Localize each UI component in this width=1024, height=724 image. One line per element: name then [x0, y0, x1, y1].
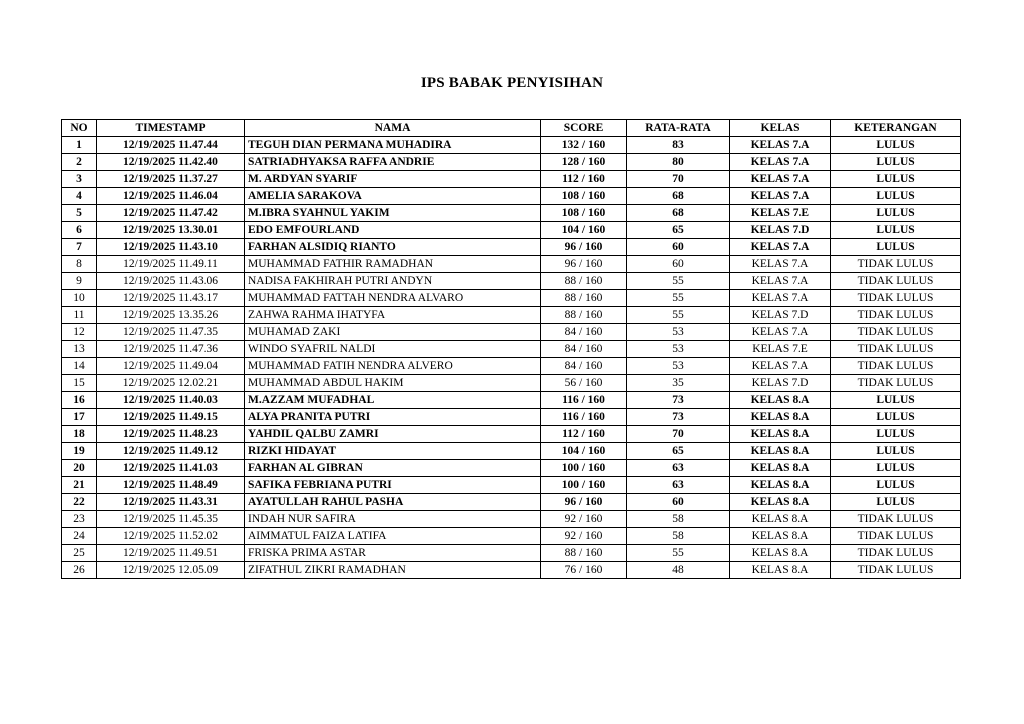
cell-rata-rata: 68	[627, 188, 730, 205]
cell-nama: TEGUH DIAN PERMANA MUHADIRA	[245, 137, 541, 154]
cell-timestamp: 12/19/2025 11.43.06	[97, 273, 245, 290]
cell-kelas: KELAS 7.E	[730, 341, 831, 358]
cell-no: 9	[62, 273, 97, 290]
cell-score: 100 / 160	[541, 477, 627, 494]
header-no: NO	[62, 120, 97, 137]
cell-rata-rata: 63	[627, 460, 730, 477]
cell-no: 12	[62, 324, 97, 341]
cell-no: 7	[62, 239, 97, 256]
cell-nama: ZAHWA RAHMA IHATYFA	[245, 307, 541, 324]
cell-nama: AYATULLAH RAHUL PASHA	[245, 494, 541, 511]
cell-rata-rata: 65	[627, 443, 730, 460]
cell-keterangan: LULUS	[831, 154, 961, 171]
table-row	[62, 375, 961, 392]
cell-timestamp: 12/19/2025 11.42.40	[97, 154, 245, 171]
cell-no: 15	[62, 375, 97, 392]
cell-nama: YAHDIL QALBU ZAMRI	[245, 426, 541, 443]
table-row	[62, 392, 961, 409]
table-row	[62, 222, 961, 239]
cell-score: 116 / 160	[541, 392, 627, 409]
cell-score: 132 / 160	[541, 137, 627, 154]
table-row	[62, 256, 961, 273]
cell-nama: MUHAMAD ZAKI	[245, 324, 541, 341]
cell-timestamp: 12/19/2025 12.05.09	[97, 562, 245, 579]
cell-no: 22	[62, 494, 97, 511]
cell-no: 21	[62, 477, 97, 494]
cell-kelas: KELAS 7.A	[730, 324, 831, 341]
cell-nama: SAFIKA FEBRIANA PUTRI	[245, 477, 541, 494]
cell-score: 108 / 160	[541, 205, 627, 222]
cell-kelas: KELAS 8.A	[730, 426, 831, 443]
cell-no: 5	[62, 205, 97, 222]
cell-kelas: KELAS 8.A	[730, 545, 831, 562]
cell-rata-rata: 53	[627, 324, 730, 341]
cell-timestamp: 12/19/2025 11.49.15	[97, 409, 245, 426]
table-body	[62, 137, 961, 579]
cell-kelas: KELAS 7.A	[730, 358, 831, 375]
cell-no: 6	[62, 222, 97, 239]
cell-kelas: KELAS 7.A	[730, 273, 831, 290]
cell-timestamp: 12/19/2025 11.52.02	[97, 528, 245, 545]
cell-no: 4	[62, 188, 97, 205]
cell-keterangan: LULUS	[831, 460, 961, 477]
cell-timestamp: 12/19/2025 11.46.04	[97, 188, 245, 205]
header-nama: NAMA	[245, 120, 541, 137]
cell-score: 96 / 160	[541, 494, 627, 511]
cell-rata-rata: 70	[627, 171, 730, 188]
cell-keterangan: TIDAK LULUS	[831, 341, 961, 358]
cell-score: 104 / 160	[541, 443, 627, 460]
cell-keterangan: TIDAK LULUS	[831, 307, 961, 324]
table-row	[62, 188, 961, 205]
table-row	[62, 273, 961, 290]
cell-no: 25	[62, 545, 97, 562]
cell-timestamp: 12/19/2025 13.30.01	[97, 222, 245, 239]
cell-keterangan: LULUS	[831, 137, 961, 154]
cell-rata-rata: 35	[627, 375, 730, 392]
cell-score: 92 / 160	[541, 528, 627, 545]
cell-keterangan: LULUS	[831, 494, 961, 511]
cell-score: 100 / 160	[541, 460, 627, 477]
header-timestamp: TIMESTAMP	[97, 120, 245, 137]
cell-rata-rata: 70	[627, 426, 730, 443]
cell-keterangan: LULUS	[831, 188, 961, 205]
cell-no: 24	[62, 528, 97, 545]
table-row	[62, 341, 961, 358]
table-row	[62, 290, 961, 307]
cell-kelas: KELAS 7.D	[730, 375, 831, 392]
cell-no: 14	[62, 358, 97, 375]
cell-nama: AIMMATUL FAIZA LATIFA	[245, 528, 541, 545]
table-row	[62, 426, 961, 443]
table-row	[62, 494, 961, 511]
table-row	[62, 137, 961, 154]
cell-kelas: KELAS 7.A	[730, 171, 831, 188]
cell-rata-rata: 60	[627, 256, 730, 273]
table-row	[62, 477, 961, 494]
cell-rata-rata: 58	[627, 511, 730, 528]
cell-rata-rata: 53	[627, 358, 730, 375]
cell-kelas: KELAS 7.A	[730, 188, 831, 205]
cell-nama: MUHAMMAD FATHIR RAMADHAN	[245, 256, 541, 273]
cell-kelas: KELAS 8.A	[730, 562, 831, 579]
cell-timestamp: 12/19/2025 11.40.03	[97, 392, 245, 409]
cell-no: 18	[62, 426, 97, 443]
cell-no: 11	[62, 307, 97, 324]
cell-kelas: KELAS 8.A	[730, 443, 831, 460]
cell-rata-rata: 58	[627, 528, 730, 545]
cell-rata-rata: 68	[627, 205, 730, 222]
cell-kelas: KELAS 8.A	[730, 494, 831, 511]
cell-timestamp: 12/19/2025 11.47.42	[97, 205, 245, 222]
cell-timestamp: 12/19/2025 11.43.31	[97, 494, 245, 511]
cell-score: 84 / 160	[541, 358, 627, 375]
cell-nama: WINDO SYAFRIL NALDI	[245, 341, 541, 358]
cell-score: 128 / 160	[541, 154, 627, 171]
cell-rata-rata: 55	[627, 273, 730, 290]
cell-score: 88 / 160	[541, 273, 627, 290]
cell-keterangan: TIDAK LULUS	[831, 375, 961, 392]
cell-kelas: KELAS 7.E	[730, 205, 831, 222]
cell-score: 116 / 160	[541, 409, 627, 426]
cell-rata-rata: 73	[627, 409, 730, 426]
results-table	[61, 119, 961, 579]
cell-keterangan: LULUS	[831, 409, 961, 426]
cell-keterangan: TIDAK LULUS	[831, 256, 961, 273]
table-row	[62, 409, 961, 426]
cell-no: 1	[62, 137, 97, 154]
cell-kelas: KELAS 8.A	[730, 528, 831, 545]
cell-score: 104 / 160	[541, 222, 627, 239]
table-row	[62, 307, 961, 324]
table-row	[62, 324, 961, 341]
header-kelas: KELAS	[730, 120, 831, 137]
cell-keterangan: LULUS	[831, 392, 961, 409]
cell-rata-rata: 83	[627, 137, 730, 154]
cell-nama: SATRIADHYAKSA RAFFA ANDRIE	[245, 154, 541, 171]
cell-no: 17	[62, 409, 97, 426]
table-row	[62, 511, 961, 528]
cell-kelas: KELAS 8.A	[730, 392, 831, 409]
cell-score: 88 / 160	[541, 545, 627, 562]
cell-nama: RIZKI HIDAYAT	[245, 443, 541, 460]
cell-score: 108 / 160	[541, 188, 627, 205]
table-row	[62, 528, 961, 545]
cell-nama: M.AZZAM MUFADHAL	[245, 392, 541, 409]
document-title: IPS BABAK PENYISIHAN	[420, 75, 604, 91]
cell-keterangan: LULUS	[831, 205, 961, 222]
table-row	[62, 205, 961, 222]
cell-rata-rata: 55	[627, 307, 730, 324]
cell-kelas: KELAS 7.A	[730, 154, 831, 171]
cell-kelas: KELAS 7.A	[730, 137, 831, 154]
cell-rata-rata: 48	[627, 562, 730, 579]
header-keterangan: KETERANGAN	[831, 120, 961, 137]
cell-timestamp: 12/19/2025 11.48.23	[97, 426, 245, 443]
cell-no: 23	[62, 511, 97, 528]
cell-timestamp: 12/19/2025 11.37.27	[97, 171, 245, 188]
cell-kelas: KELAS 7.A	[730, 239, 831, 256]
cell-nama: ALYA PRANITA PUTRI	[245, 409, 541, 426]
cell-keterangan: LULUS	[831, 171, 961, 188]
cell-nama: MUHAMMAD FATIH NENDRA ALVERO	[245, 358, 541, 375]
cell-timestamp: 12/19/2025 11.41.03	[97, 460, 245, 477]
cell-timestamp: 12/19/2025 11.49.11	[97, 256, 245, 273]
cell-keterangan: TIDAK LULUS	[831, 273, 961, 290]
cell-score: 84 / 160	[541, 324, 627, 341]
cell-kelas: KELAS 7.A	[730, 256, 831, 273]
header-row	[62, 120, 961, 137]
cell-rata-rata: 60	[627, 494, 730, 511]
cell-kelas: KELAS 8.A	[730, 460, 831, 477]
cell-kelas: KELAS 8.A	[730, 477, 831, 494]
cell-nama: M.IBRA SYAHNUL YAKIM	[245, 205, 541, 222]
table-row	[62, 239, 961, 256]
cell-score: 112 / 160	[541, 426, 627, 443]
cell-score: 88 / 160	[541, 290, 627, 307]
cell-rata-rata: 63	[627, 477, 730, 494]
cell-timestamp: 12/19/2025 11.47.44	[97, 137, 245, 154]
cell-score: 96 / 160	[541, 239, 627, 256]
cell-no: 20	[62, 460, 97, 477]
cell-score: 76 / 160	[541, 562, 627, 579]
cell-no: 26	[62, 562, 97, 579]
cell-nama: FARHAN AL GIBRAN	[245, 460, 541, 477]
cell-rata-rata: 55	[627, 545, 730, 562]
cell-kelas: KELAS 8.A	[730, 409, 831, 426]
table-row	[62, 460, 961, 477]
cell-score: 92 / 160	[541, 511, 627, 528]
cell-keterangan: LULUS	[831, 443, 961, 460]
cell-keterangan: TIDAK LULUS	[831, 511, 961, 528]
cell-rata-rata: 73	[627, 392, 730, 409]
cell-nama: MUHAMMAD ABDUL HAKIM	[245, 375, 541, 392]
cell-score: 84 / 160	[541, 341, 627, 358]
cell-rata-rata: 80	[627, 154, 730, 171]
cell-nama: AMELIA SARAKOVA	[245, 188, 541, 205]
cell-keterangan: LULUS	[831, 239, 961, 256]
cell-keterangan: TIDAK LULUS	[831, 528, 961, 545]
header-rata-rata: RATA-RATA	[627, 120, 730, 137]
cell-nama: MUHAMMAD FATTAH NENDRA ALVARO	[245, 290, 541, 307]
cell-timestamp: 12/19/2025 11.47.36	[97, 341, 245, 358]
cell-rata-rata: 55	[627, 290, 730, 307]
cell-timestamp: 12/19/2025 11.47.35	[97, 324, 245, 341]
cell-score: 96 / 160	[541, 256, 627, 273]
cell-no: 10	[62, 290, 97, 307]
cell-nama: FARHAN ALSIDIQ RIANTO	[245, 239, 541, 256]
cell-timestamp: 12/19/2025 11.43.17	[97, 290, 245, 307]
cell-rata-rata: 53	[627, 341, 730, 358]
cell-no: 2	[62, 154, 97, 171]
table-row	[62, 358, 961, 375]
cell-keterangan: LULUS	[831, 477, 961, 494]
cell-nama: INDAH NUR SAFIRA	[245, 511, 541, 528]
cell-timestamp: 12/19/2025 11.49.51	[97, 545, 245, 562]
cell-keterangan: TIDAK LULUS	[831, 324, 961, 341]
cell-no: 13	[62, 341, 97, 358]
table-row	[62, 545, 961, 562]
cell-timestamp: 12/19/2025 12.02.21	[97, 375, 245, 392]
cell-rata-rata: 65	[627, 222, 730, 239]
cell-timestamp: 12/19/2025 13.35.26	[97, 307, 245, 324]
cell-no: 19	[62, 443, 97, 460]
cell-score: 88 / 160	[541, 307, 627, 324]
cell-no: 8	[62, 256, 97, 273]
cell-timestamp: 12/19/2025 11.49.12	[97, 443, 245, 460]
table-row	[62, 171, 961, 188]
table-row	[62, 443, 961, 460]
cell-no: 3	[62, 171, 97, 188]
cell-rata-rata: 60	[627, 239, 730, 256]
header-score: SCORE	[541, 120, 627, 137]
cell-keterangan: LULUS	[831, 222, 961, 239]
cell-keterangan: TIDAK LULUS	[831, 545, 961, 562]
cell-nama: NADISA FAKHIRAH PUTRI ANDYN	[245, 273, 541, 290]
cell-keterangan: LULUS	[831, 426, 961, 443]
table-row	[62, 154, 961, 171]
cell-nama: EDO EMFOURLAND	[245, 222, 541, 239]
cell-timestamp: 12/19/2025 11.43.10	[97, 239, 245, 256]
cell-keterangan: TIDAK LULUS	[831, 290, 961, 307]
cell-nama: FRISKA PRIMA ASTAR	[245, 545, 541, 562]
cell-keterangan: TIDAK LULUS	[831, 562, 961, 579]
cell-keterangan: TIDAK LULUS	[831, 358, 961, 375]
cell-kelas: KELAS 7.D	[730, 222, 831, 239]
cell-kelas: KELAS 8.A	[730, 511, 831, 528]
cell-kelas: KELAS 7.D	[730, 307, 831, 324]
cell-no: 16	[62, 392, 97, 409]
cell-nama: ZIFATHUL ZIKRI RAMADHAN	[245, 562, 541, 579]
cell-timestamp: 12/19/2025 11.45.35	[97, 511, 245, 528]
cell-timestamp: 12/19/2025 11.48.49	[97, 477, 245, 494]
cell-score: 112 / 160	[541, 171, 627, 188]
table-row	[62, 562, 961, 579]
cell-kelas: KELAS 7.A	[730, 290, 831, 307]
cell-nama: M. ARDYAN SYARIF	[245, 171, 541, 188]
cell-score: 56 / 160	[541, 375, 627, 392]
cell-timestamp: 12/19/2025 11.49.04	[97, 358, 245, 375]
